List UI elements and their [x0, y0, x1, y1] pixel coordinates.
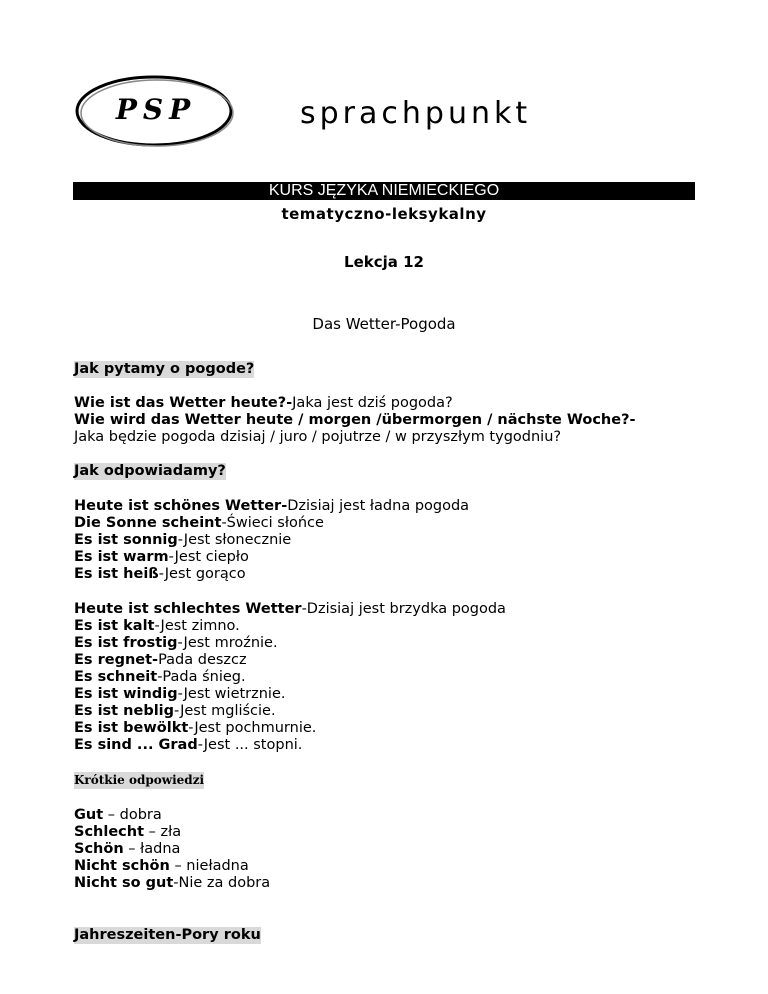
short-answer: Schön – ładna: [74, 841, 181, 857]
logo-text: PSP: [115, 93, 197, 126]
section-heading-answer: Jak odpowiadamy?: [74, 463, 226, 479]
phrase-line: Es ist frostig-Jest mroźnie.: [74, 635, 278, 651]
phrase-line: Es schneit-Pada śnieg.: [74, 669, 246, 685]
phrase-line: Die Sonne scheint-Świeci słońce: [74, 515, 324, 531]
lesson-number: Lekcja 12: [344, 253, 424, 271]
phrase-line: Es ist heiß-Jest gorąco: [74, 566, 246, 582]
phrase-line: Es ist kalt-Jest zimno.: [74, 618, 240, 634]
section-heading-ask: Jak pytamy o pogode?: [74, 361, 255, 377]
phrase-line: Heute ist schönes Wetter-Dzisiaj jest ładna pogoda: [74, 498, 470, 514]
lesson-topic: Das Wetter-Pogoda: [312, 315, 456, 333]
short-answer: Schlecht – zła: [74, 824, 182, 840]
short-answer: Nicht so gut-Nie za dobra: [74, 875, 271, 891]
section-heading-seasons: Jahreszeiten-Pory roku: [74, 927, 261, 943]
course-banner: KURS JĘZYKA NIEMIECKIEGO: [73, 182, 695, 200]
question-line: Wie ist das Wetter heute?-Jaka jest dziś pogoda?: [74, 395, 453, 411]
phrase-line: Heute ist schlechtes Wetter-Dzisiaj jest brzydka pogoda: [74, 601, 506, 617]
phrase-line: Es ist bewölkt-Jest pochmurnie.: [74, 720, 317, 736]
psp-logo: [74, 74, 234, 148]
section-heading-short: Krótkie odpowiedzi: [74, 773, 205, 787]
lesson-content: [74, 361, 714, 944]
question-translation: Jaka będzie pogoda dzisiaj / juro / pojutrze / w przyszłym tygodniu?: [74, 429, 562, 445]
short-answer: Gut – dobra: [74, 807, 162, 823]
question-line: Wie wird das Wetter heute / morgen /übermorgen / nächste Woche?-: [74, 412, 636, 428]
phrase-line: Es sind ... Grad-Jest ... stopni.: [74, 737, 303, 753]
short-answer: Nicht schön – nieładna: [74, 858, 249, 874]
phrase-line: Es ist neblig-Jest mgliście.: [74, 703, 276, 719]
phrase-line: Es ist sonnig-Jest słonecznie: [74, 532, 292, 548]
phrase-line: Es ist windig-Jest wietrznie.: [74, 686, 286, 702]
phrase-line: Es ist warm-Jest ciepło: [74, 549, 249, 565]
brand-name: sprachpunkt: [300, 96, 532, 131]
course-subtitle: tematyczno-leksykalny: [281, 205, 487, 223]
phrase-line: Es regnet-Pada deszcz: [74, 652, 247, 668]
